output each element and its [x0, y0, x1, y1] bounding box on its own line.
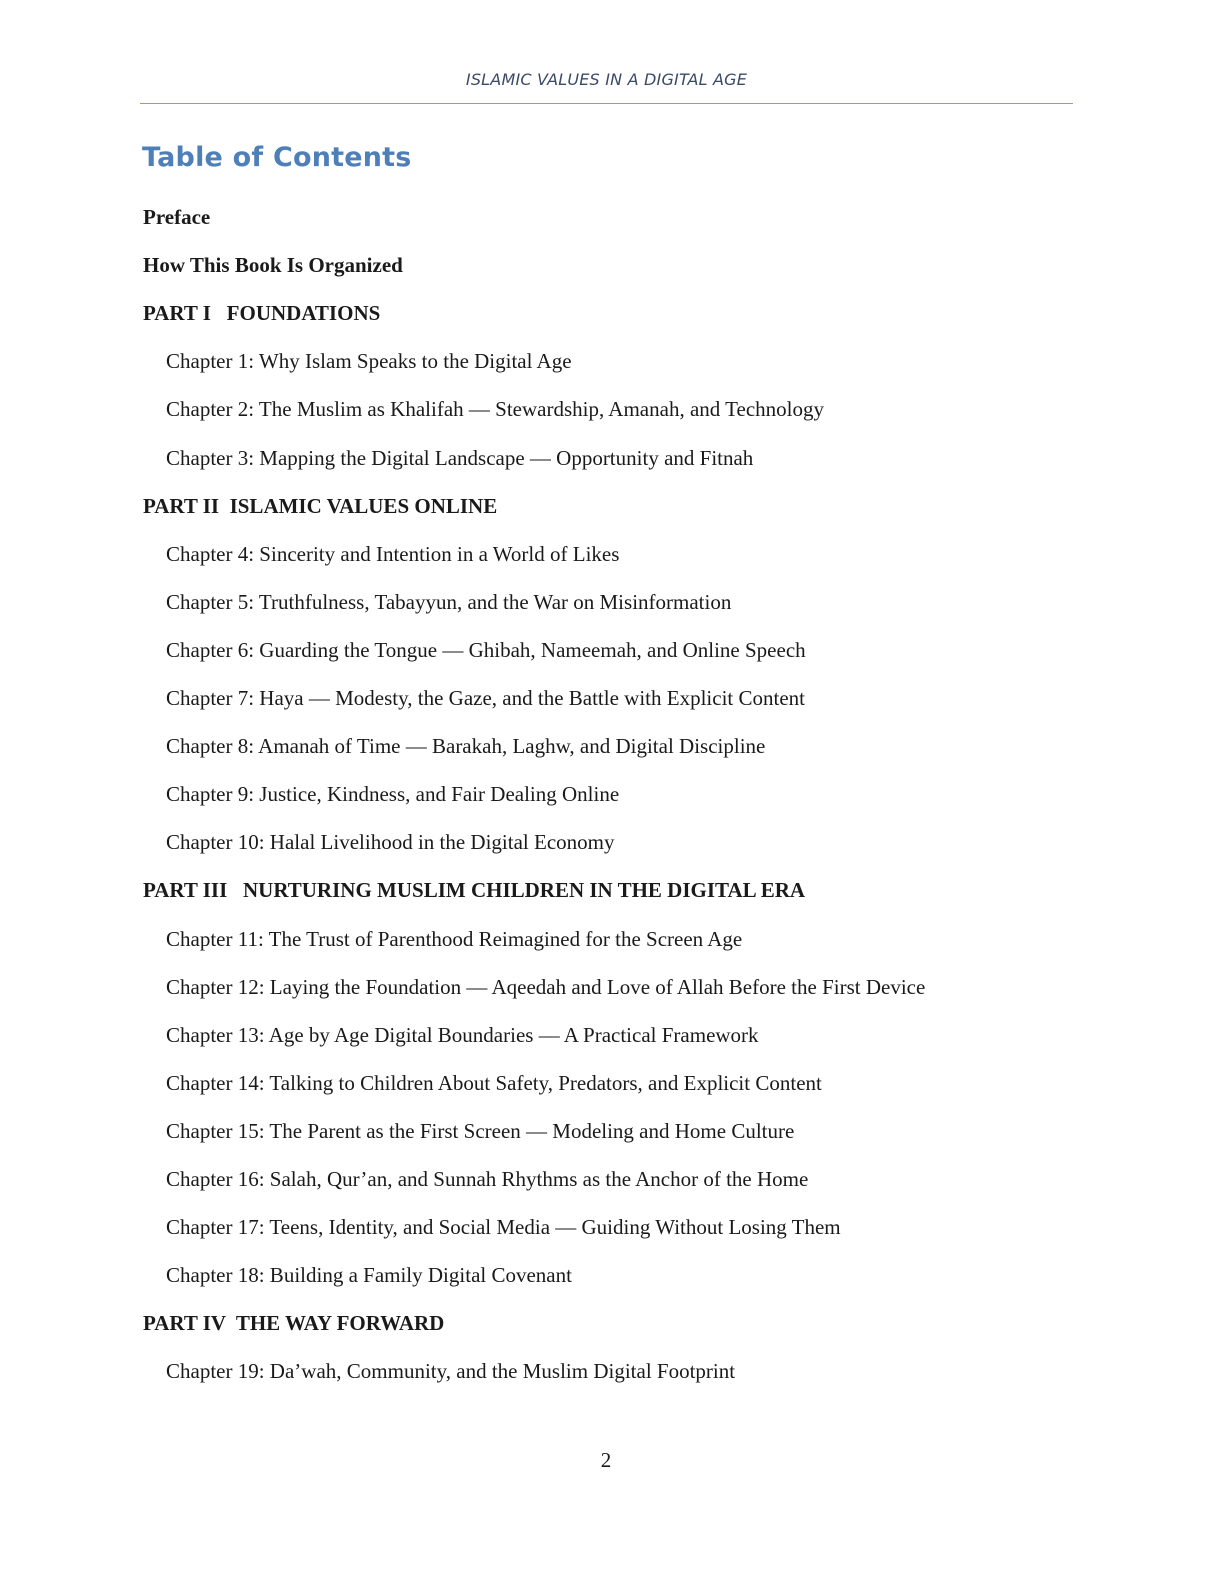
- running-header: ISLAMIC VALUES IN A DIGITAL AGE: [465, 70, 748, 89]
- toc-chapter-18[interactable]: Chapter 18: Building a Family Digital Covenant: [166, 1263, 572, 1287]
- toc-part-i[interactable]: PART I FOUNDATIONS: [143, 301, 381, 325]
- toc-chapter-14[interactable]: Chapter 14: Talking to Children About Safety, Predators, and Explicit Content: [166, 1071, 822, 1095]
- toc-chapter-12[interactable]: Chapter 12: Laying the Foundation — Aqeedah and Love of Allah Before the First Device: [166, 975, 926, 999]
- toc-chapter-11[interactable]: Chapter 11: The Trust of Parenthood Reimagined for the Screen Age: [166, 927, 743, 951]
- toc-chapter-2[interactable]: Chapter 2: The Muslim as Khalifah — Stewardship, Amanah, and Technology: [166, 397, 824, 421]
- toc-part-ii[interactable]: PART II ISLAMIC VALUES ONLINE: [143, 494, 498, 518]
- toc-chapter-1[interactable]: Chapter 1: Why Islam Speaks to the Digital Age: [166, 349, 572, 373]
- toc-chapter-17[interactable]: Chapter 17: Teens, Identity, and Social Media — Guiding Without Losing Them: [166, 1215, 841, 1239]
- toc-chapter-13[interactable]: Chapter 13: Age by Age Digital Boundaries — A Practical Framework: [166, 1023, 759, 1047]
- toc-chapter-16[interactable]: Chapter 16: Salah, Qur’an, and Sunnah Rhythms as the Anchor of the Home: [166, 1167, 809, 1191]
- toc-part-iv[interactable]: PART IV THE WAY FORWARD: [143, 1311, 445, 1335]
- page-number: 2: [600, 1448, 612, 1472]
- toc-chapter-8[interactable]: Chapter 8: Amanah of Time — Barakah, Laghw, and Digital Discipline: [166, 734, 766, 758]
- toc-entry-how-this-book-is-organized[interactable]: How This Book Is Organized: [143, 253, 403, 277]
- toc-chapter-6[interactable]: Chapter 6: Guarding the Tongue — Ghibah, Nameemah, and Online Speech: [166, 638, 806, 662]
- toc-title: Table of Contents: [142, 142, 412, 173]
- toc-chapter-7[interactable]: Chapter 7: Haya — Modesty, the Gaze, and the Battle with Explicit Content: [166, 686, 805, 710]
- toc-chapter-9[interactable]: Chapter 9: Justice, Kindness, and Fair Dealing Online: [166, 782, 620, 806]
- toc-part-iii[interactable]: PART III NURTURING MUSLIM CHILDREN IN THE DIGITAL ERA: [143, 878, 806, 902]
- toc-chapter-19[interactable]: Chapter 19: Da’wah, Community, and the Muslim Digital Footprint: [166, 1359, 736, 1383]
- toc-chapter-4[interactable]: Chapter 4: Sincerity and Intention in a World of Likes: [166, 542, 620, 566]
- toc-chapter-3[interactable]: Chapter 3: Mapping the Digital Landscape — Opportunity and Fitnah: [166, 446, 754, 470]
- toc-chapter-15[interactable]: Chapter 15: The Parent as the First Screen — Modeling and Home Culture: [166, 1119, 795, 1143]
- toc-entry-preface[interactable]: Preface: [143, 205, 211, 229]
- toc-chapter-10[interactable]: Chapter 10: Halal Livelihood in the Digital Economy: [166, 830, 615, 854]
- toc-chapter-5[interactable]: Chapter 5: Truthfulness, Tabayyun, and the War on Misinformation: [166, 590, 732, 614]
- header-rule: [140, 103, 1073, 104]
